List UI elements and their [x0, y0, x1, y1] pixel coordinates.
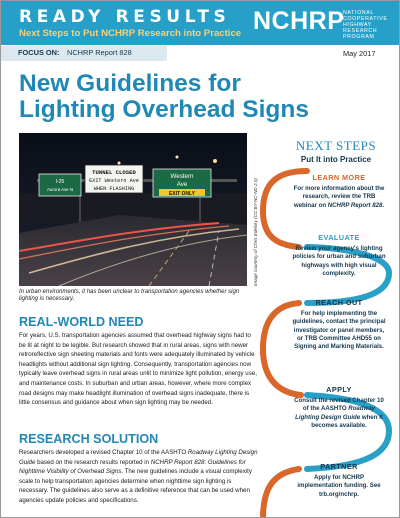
- step-title: APPLY: [326, 385, 352, 394]
- sign-text: TUNNEL CLOSED: [92, 169, 136, 176]
- program-line: NATIONAL: [343, 10, 374, 16]
- section-heading-real-world-need: REAL-WORLD NEED: [19, 315, 144, 329]
- issue-date: May 2017: [343, 49, 376, 58]
- text-run: .: [382, 201, 385, 209]
- step-partner: [291, 462, 387, 499]
- text-run: based on the research results reported in: [35, 458, 151, 466]
- next-steps-heading: NEXT STEPS: [295, 138, 377, 153]
- real-world-need-text: For years, U.S. transportation agencies assumed that overhead highway signs had to be lit at night to be legible. But research showed that in rural areas, signs with newer retroreflective sign sheeting materials and fonts were adequately illuminated by vehicle headlights without additional sign lighting. Consequently, transportation agencies now typically leave overhead signs in rural areas unlit to minimize light pollution, energy use, and maintenance costs. In suburban and urban areas, however, where more complex road designs may make headlight illumination of overhead signs inadequate, there is little consensus and guidance about when sign lighting may be needed.: [19, 332, 257, 407]
- step-apply: [291, 385, 387, 430]
- text-run: For more information about the research, review the TRB webinar on: [293, 185, 385, 209]
- sign-text: EXIT ONLY: [169, 190, 195, 197]
- text-run: when it becomes available.: [311, 413, 383, 429]
- next-steps-subheading: Put It into Practice: [300, 155, 372, 164]
- step-reach-out: [291, 298, 387, 351]
- text-run-italic: Roadway Lighting Design Guide: [19, 449, 258, 466]
- step-body: Review your agency's lighting policies for urban and suburban highways with high visual complexity.: [292, 245, 386, 277]
- header-band: [1, 1, 400, 45]
- brand-title: READY RESULTS: [19, 7, 231, 27]
- sign-text: EXIT Western Ave: [89, 178, 139, 184]
- text-run-italic: Roadway Lighting Design Guide: [295, 405, 376, 421]
- focus-bar: [1, 45, 400, 63]
- text-run: . The new guidelines include a visual complexity scale to help transportation agencies determine when nighttime sign lighting is necessary. The guidelines also serve as a definitive reference that can be used when agencies update policies and specifications.: [19, 468, 252, 504]
- sign-text: WHEN FLASHING: [93, 186, 135, 192]
- program-line: COOPERATIVE: [343, 16, 388, 22]
- step-body: [291, 185, 387, 210]
- step-learn-more: [291, 173, 387, 210]
- title-line: Lighting Overhead Signs: [19, 96, 309, 123]
- page-title: [19, 71, 389, 123]
- step-body: For help implementing the guidelines, contact the principal investigator or panel members, or TRB Committee AHD55 on Signing and Marking Materials.: [292, 310, 386, 351]
- program-line: PROGRAM: [343, 34, 375, 40]
- sign-text: Aurora Ave N: [46, 187, 74, 192]
- program-name: [343, 10, 387, 40]
- step-title: REACH OUT: [315, 298, 363, 307]
- street-light: [176, 156, 179, 159]
- title-line: New Guidelines for: [19, 70, 241, 97]
- step-body: [291, 397, 387, 430]
- text-run: Researchers developed a revised Chapter 10 of the AASHTO: [19, 449, 188, 456]
- step-title: LEARN MORE: [312, 173, 366, 182]
- research-solution-text: [19, 448, 259, 506]
- program-line: RESEARCH: [343, 28, 378, 34]
- program-line: HIGHWAY: [343, 22, 372, 28]
- street-light: [118, 162, 121, 165]
- highway-night-image: [19, 133, 247, 286]
- sign-text: I-25: [55, 179, 65, 185]
- step-body: Apply for NCHRP implementation funding. See trb.org/nchrp.: [297, 474, 381, 498]
- photo-caption: In urban environments, it has been unclear to transportation agencies whether sign lighting is necessary.: [19, 289, 240, 303]
- street-light: [213, 159, 217, 163]
- highway-photo: [19, 133, 247, 286]
- text-run: Consult the revised Chapter 10 of the AASHTO: [294, 397, 384, 413]
- overhead-sign-left: [39, 174, 81, 196]
- text-run-italic: NCHRP Report 828: Guidelines for Nighttime Visibility of Overhead Signs: [19, 458, 246, 476]
- focus-report: NCHRP Report 828: [67, 48, 132, 57]
- step-evaluate: [291, 233, 387, 278]
- focus-label: FOCUS ON:: [18, 48, 60, 57]
- section-heading-research-solution: RESEARCH SOLUTION: [19, 432, 159, 446]
- photo-credit: Image courtesy of Chris Edelsky (CC BY-NC-ND 2.0): [253, 178, 258, 286]
- text-run-italic: NCHRP Report 828: [327, 201, 383, 209]
- step-title: EVALUATE: [318, 233, 360, 242]
- sign-text: Western: [170, 173, 194, 180]
- step-title: PARTNER: [320, 462, 358, 471]
- nchrp-logo: NCHRP: [253, 7, 345, 35]
- brand-subtitle: Next Steps to Put NCHRP Research into Practice: [19, 28, 242, 39]
- sign-text: Ave: [176, 181, 188, 188]
